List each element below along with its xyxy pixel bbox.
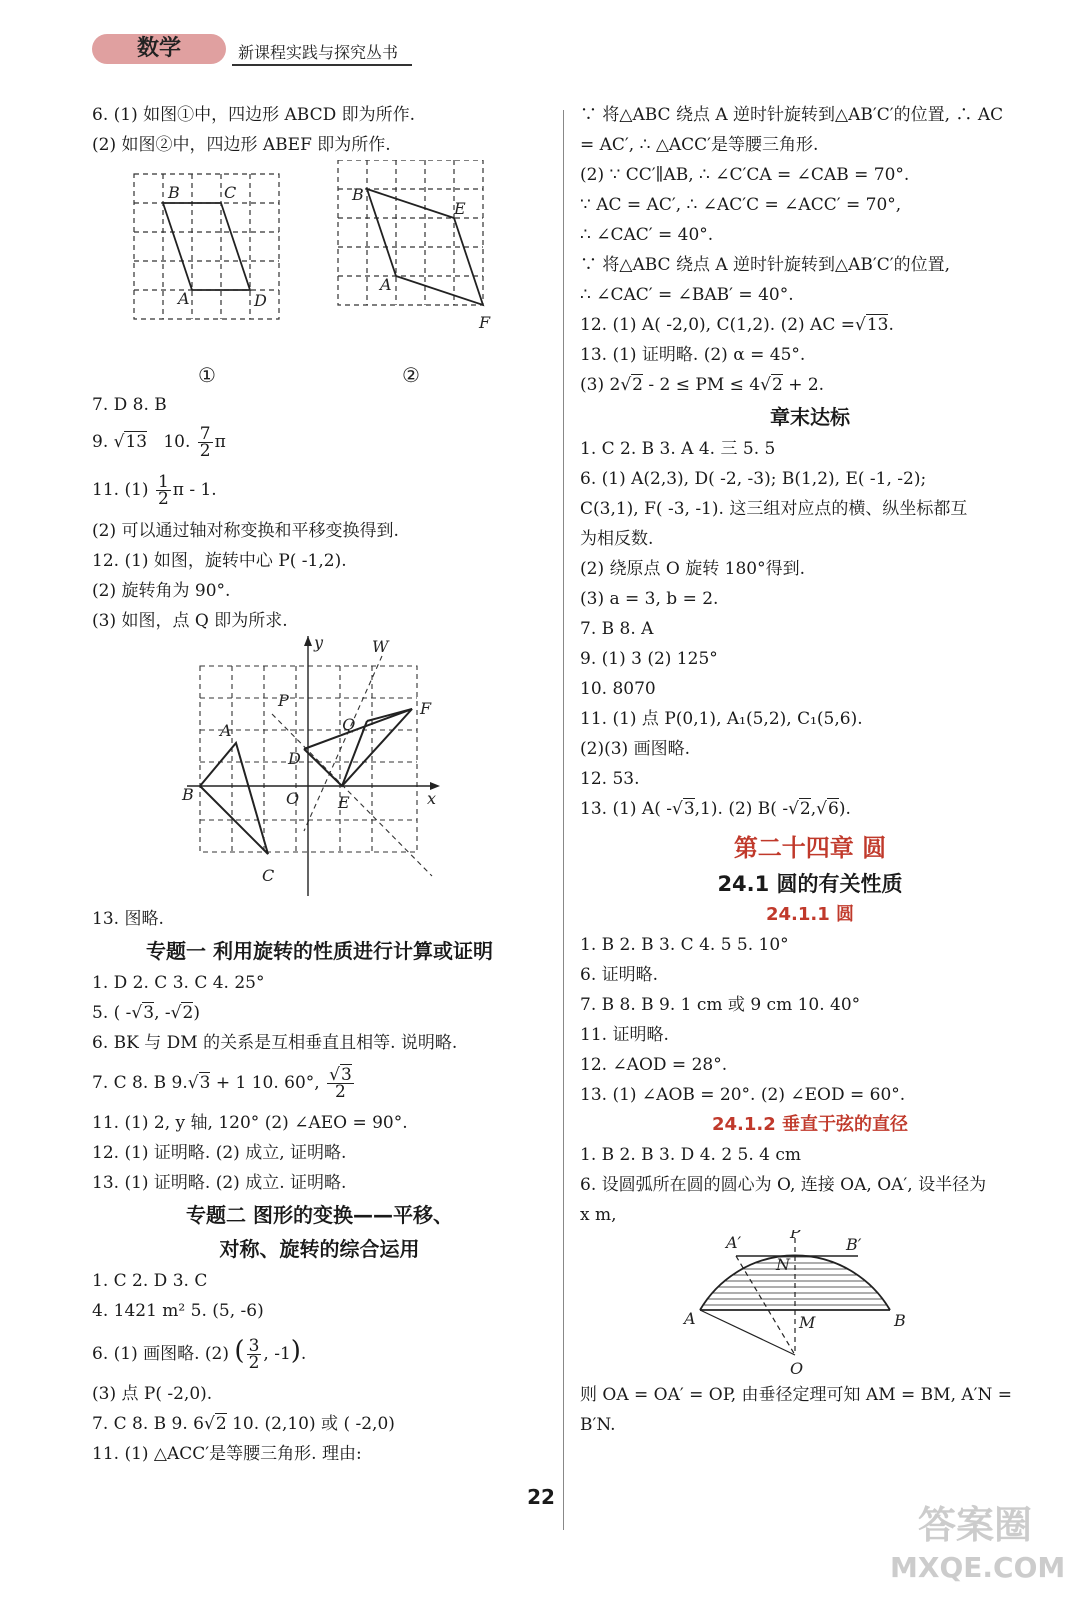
answer-line: (2) ∵ CC′∥AB, ∴ ∠C′CA = ∠CAB = 70°. xyxy=(580,165,910,185)
fig3-axis-x: x xyxy=(427,789,437,808)
answer-line: 12. (1) 如图，旋转中心 P( -1,2). xyxy=(92,551,347,571)
figure-3 xyxy=(92,636,547,904)
fig3-point-Q: Q xyxy=(342,715,356,734)
figure-1 xyxy=(92,160,532,390)
fig3-point-B: B xyxy=(182,785,194,804)
page-header xyxy=(92,30,422,70)
answer-line: 为相反数. xyxy=(580,529,654,549)
fig4-center-O: O xyxy=(790,1359,804,1378)
answer-line: 7. D 8. B xyxy=(92,395,167,415)
answer-line: C(3,1), F( -3, -1). 这三组对应点的横、纵坐标都互 xyxy=(580,499,968,519)
answer-line: 6. (1) 如图①中，四边形 ABCD 即为所作. xyxy=(92,105,416,125)
answer-line: 1. D 2. C 3. C 4. 25° xyxy=(92,973,265,993)
figure-grid-pair xyxy=(92,160,547,390)
answer-line: 9. (1) 3 (2) 125° xyxy=(580,649,718,669)
subject-badge: 数学 xyxy=(92,34,226,64)
answer-line: (3) a = 3, b = 2. xyxy=(580,589,719,609)
fraction: $\frac{3}{2}$ xyxy=(248,1336,260,1373)
answer-line: (3) 2√2 - 2 ≤ PM ≤ 4√2 + 2. xyxy=(580,375,825,395)
answer-line: 1. C 2. D 3. C xyxy=(92,1271,208,1291)
answer-line: 10. 8070 xyxy=(580,679,656,699)
answer-line: 7. B 8. B 9. 1 cm 或 9 cm 10. 40° xyxy=(580,995,861,1015)
answer-line: 13. 图略. xyxy=(92,909,164,929)
answer-line: 12. ∠AOD = 28°. xyxy=(580,1055,728,1075)
answer-line: 11. (1) 点 P(0,1), A₁(5,2), C₁(5,6). xyxy=(580,709,863,729)
fig4-point-B-prime: B′ xyxy=(846,1235,862,1254)
answer-line: 1. B 2. B 3. D 4. 2 5. 4 cm xyxy=(580,1145,802,1165)
answer-line: 7. C 8. B 9.√3 + 1 10. 60°, $\frac{√3}{2}$ xyxy=(92,1065,352,1102)
fig4-point-A: A xyxy=(684,1309,696,1328)
fig3-point-W: W xyxy=(372,637,389,656)
answer-line: 9. √13 10. $\frac{7}{2}$ π xyxy=(92,424,226,461)
answer-line: x m, xyxy=(580,1205,617,1225)
fig3-point-E: E xyxy=(338,793,350,812)
answer-line: 11. 证明略. xyxy=(580,1025,669,1045)
fraction: $\frac{√3}{2}$ xyxy=(329,1065,352,1102)
section-heading: 章末达标 xyxy=(770,405,850,429)
fig3-point-A: A xyxy=(220,721,232,740)
answer-line: 7. C 8. B 9. 6√2 10. (2,10) 或 ( -2,0) xyxy=(92,1414,395,1434)
answer-line: 6. (1) 画图略. (2) ( $\frac{3}{2}$ , -1). xyxy=(92,1336,307,1373)
answer-line: (2) 如图②中，四边形 ABEF 即为所作. xyxy=(92,135,391,155)
fig3-point-D: D xyxy=(288,749,301,768)
fig1-point-D: D xyxy=(254,291,267,310)
answer-line: ∵ 将△ABC 绕点 A 逆时针旋转到△AB′C′的位置, xyxy=(580,255,951,275)
chapter-title: 第二十四章 圆 xyxy=(733,834,887,862)
section-title: 24.1 圆的有关性质 xyxy=(717,872,903,896)
fig4-point-N: N xyxy=(776,1255,790,1274)
figure-arc xyxy=(580,1230,1040,1380)
answer-line: (2)(3) 画图略. xyxy=(580,739,690,759)
answer-line: B′N. xyxy=(580,1415,616,1435)
fig3-axis-y: y xyxy=(314,636,324,652)
fig2-point-A: A xyxy=(380,275,392,294)
fraction: $\frac{7}{2}$ xyxy=(199,424,211,461)
header-rule xyxy=(232,64,412,66)
answer-line: 6. 证明略. xyxy=(580,965,659,985)
answer-line: (3) 如图，点 Q 即为所求. xyxy=(92,611,288,631)
answer-line: 13. (1) A( -√3,1). (2) B( -√2,√6). xyxy=(580,799,851,819)
fig3-point-C: C xyxy=(262,866,275,885)
answer-line: 12. 53. xyxy=(580,769,640,789)
fig4-point-P: P xyxy=(790,1230,801,1242)
answer-line: 6. BK 与 DM 的关系是互相垂直且相等. 说明略. xyxy=(92,1033,458,1053)
topic-heading: 专题一 利用旋转的性质进行计算或证明 xyxy=(146,939,493,963)
watermark: 答案圈 MXQE.COM xyxy=(890,1503,1066,1584)
answer-line: 5. ( -√3, -√2) xyxy=(92,1003,200,1023)
answer-line: 6. 设圆弧所在圆的圆心为 O, 连接 OA, OA′, 设半径为 xyxy=(580,1175,987,1195)
page-number: 22 xyxy=(527,1485,555,1509)
fig3-origin-O: O xyxy=(286,789,300,808)
topic-heading: 对称、旋转的综合运用 xyxy=(219,1237,420,1261)
fig2-point-E: E xyxy=(454,199,466,218)
fig2-point-B: B xyxy=(352,185,364,204)
answer-line: 7. B 8. A xyxy=(580,619,654,639)
fig3-point-F: F xyxy=(420,699,432,718)
subsection-title: 24.1.2 垂直于弦的直径 xyxy=(711,1114,909,1135)
topic-heading: 专题二 图形的变换——平移、 xyxy=(186,1203,453,1227)
answer-line: ∵ AC = AC′, ∴ ∠AC′C = ∠ACC′ = 70°, xyxy=(580,195,902,215)
series-title: 新课程实践与探究丛书 xyxy=(238,43,399,62)
fraction: $\frac{1}{2}$ xyxy=(157,472,169,509)
answer-line: 则 OA = OA′ = OP, 由垂径定理可知 AM = BM, A′N = xyxy=(580,1385,1013,1405)
answer-line: 1. B 2. B 3. C 4. 5 5. 10° xyxy=(580,935,789,955)
answer-line: (2) 可以通过轴对称变换和平移变换得到. xyxy=(92,521,399,541)
fig2-label: ② xyxy=(402,363,420,387)
right-column xyxy=(580,100,1040,1440)
answer-line: 13. (1) ∠AOB = 20°. (2) ∠EOD = 60°. xyxy=(580,1085,906,1105)
figure-rotation xyxy=(92,636,547,904)
answer-line: (2) 旋转角为 90°. xyxy=(92,581,231,601)
fig4-point-A-prime: A′ xyxy=(726,1233,742,1252)
answer-line: 12. (1) 证明略. (2) 成立, 证明略. xyxy=(92,1143,347,1163)
answer-line: (2) 绕原点 O 旋转 180°得到. xyxy=(580,559,805,579)
answer-line: ∵ 将△ABC 绕点 A 逆时针旋转到△AB′C′的位置, ∴ AC xyxy=(580,105,1004,125)
answer-line: (3) 点 P( -2,0). xyxy=(92,1384,213,1404)
fig1-point-B: B xyxy=(168,183,180,202)
fig3-point-P: P xyxy=(278,691,289,710)
answer-line: 1. C 2. B 3. A 4. 三 5. 5 xyxy=(580,439,776,459)
answer-line: 13. (1) 证明略. (2) 成立. 证明略. xyxy=(92,1173,347,1193)
fig4-point-M: M xyxy=(799,1313,816,1332)
answer-line: 11. (1) △ACC′是等腰三角形. 理由: xyxy=(92,1444,362,1464)
answer-line: ∴ ∠CAC′ = 40°. xyxy=(580,225,714,245)
answer-line: 13. (1) 证明略. (2) α = 45°. xyxy=(580,345,806,365)
answer-line: 6. (1) A(2,3), D( -2, -3); B(1,2), E( -1, -2); xyxy=(580,469,927,489)
answer-line: 4. 1421 m² 5. (5, -6) xyxy=(92,1301,264,1321)
fig4-point-B: B xyxy=(894,1311,906,1330)
fig1-point-A: A xyxy=(178,289,190,308)
answer-line: = AC′, ∴ △ACC′是等腰三角形. xyxy=(580,135,819,155)
answer-line: 11. (1) $\frac{1}{2}$ π - 1. xyxy=(92,472,217,509)
left-column xyxy=(92,100,547,1469)
answer-line: 11. (1) 2, y 轴, 120° (2) ∠AEO = 90°. xyxy=(92,1113,408,1133)
fig1-label: ① xyxy=(198,363,216,387)
figure-4 xyxy=(580,1230,1040,1380)
subsection-title: 24.1.1 圆 xyxy=(765,904,855,925)
column-divider xyxy=(563,110,564,1530)
answer-line: ∴ ∠CAC′ = ∠BAB′ = 40°. xyxy=(580,285,794,305)
answer-line: 12. (1) A( -2,0), C(1,2). (2) AC =√13. xyxy=(580,315,894,335)
fig1-point-C: C xyxy=(224,183,237,202)
fig2-point-F: F xyxy=(479,313,491,332)
